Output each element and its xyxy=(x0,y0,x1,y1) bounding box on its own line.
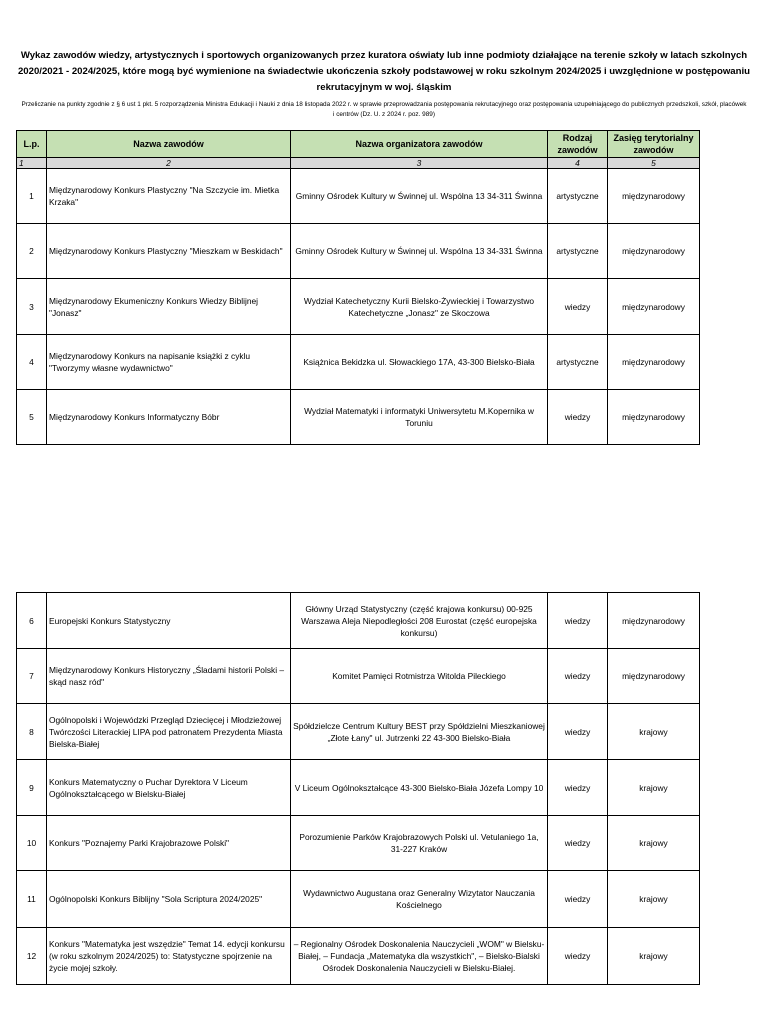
column-number: 1 xyxy=(17,158,47,169)
row-number: 1 xyxy=(17,169,47,224)
table-row xyxy=(17,760,700,816)
organizer-name: Wydział Matematyki i informatyki Uniwersytetu M.Kopernika w Toruniu xyxy=(291,390,548,445)
header-organizer: Nazwa organizatora zawodów xyxy=(291,131,548,158)
table-row xyxy=(17,649,700,704)
contest-scope: międzynarodowy xyxy=(608,279,700,335)
row-number: 4 xyxy=(17,335,47,390)
table-body-page-1 xyxy=(17,169,700,445)
contest-type: artystyczne xyxy=(548,335,608,390)
contest-scope: międzynarodowy xyxy=(608,335,700,390)
contest-type: wiedzy xyxy=(548,928,608,985)
contest-name: Konkurs Matematyczny o Puchar Dyrektora V Liceum Ogólnokształcącego w Bielsku-Białej xyxy=(47,760,291,816)
document-title: Wykaz zawodów wiedzy, artystycznych i sportowych organizowanych przez kuratora oświaty lub inne podmioty działające na terenie szkoły w latach szkolnych 2020/2021 - 2024/2025, które mogą być wymienione na świadectwie ukończenia szkoły podstawowej w roku szkolnym 2024/2025 i uwzględnione w postępowaniu rekrutacyjnym w woj. śląskim xyxy=(17,50,751,93)
row-number: 10 xyxy=(17,816,47,871)
table-row xyxy=(17,816,700,871)
contest-type: wiedzy xyxy=(548,760,608,816)
contest-name: Międzynarodowy Konkurs na napisanie książki z cyklu "Tworzymy własne wydawnictwo" xyxy=(47,335,291,390)
organizer-name: Wydawnictwo Augustana oraz Generalny Wizytator Nauczania Kościelnego xyxy=(291,871,548,928)
contests-table-page-2 xyxy=(16,592,700,985)
contest-type: wiedzy xyxy=(548,390,608,445)
contest-type: artystyczne xyxy=(548,169,608,224)
contest-type: wiedzy xyxy=(548,279,608,335)
organizer-name: V Liceum Ogólnokształcące 43-300 Bielsko-Biała Józefa Lompy 10 xyxy=(291,760,548,816)
contest-scope: krajowy xyxy=(608,816,700,871)
contest-scope: międzynarodowy xyxy=(608,390,700,445)
header-type: Rodzaj zawodów xyxy=(548,131,608,158)
organizer-name: Spółdzielcze Centrum Kultury BEST przy Spółdzielni Mieszkaniowej „Złote Łany" ul. Jutrzenki 22 43-300 Bielsko-Biała xyxy=(291,704,548,760)
contest-name: Międzynarodowy Konkurs Plastyczny "Na Szczycie im. Mietka Krzaka" xyxy=(47,169,291,224)
contest-name: Konkurs "Poznajemy Parki Krajobrazowe Polski" xyxy=(47,816,291,871)
table-row xyxy=(17,279,700,335)
table-row xyxy=(17,704,700,760)
table-row xyxy=(17,593,700,649)
contest-type: wiedzy xyxy=(548,816,608,871)
column-number: 5 xyxy=(608,158,700,169)
header-lp: L.p. xyxy=(17,131,47,158)
organizer-name: – Regionalny Ośrodek Doskonalenia Nauczycieli „WOM" w Bielsku-Białej, – Fundacja „Matematyka dla wszystkich", – Bielsko-Bialski Ośrodek Doskonalenia Nauczycieli w Bielsku-Białej. xyxy=(291,928,548,985)
contest-name: Międzynarodowy Konkurs Informatyczny Bóbr xyxy=(47,390,291,445)
contest-scope: krajowy xyxy=(608,928,700,985)
contest-name: Międzynarodowy Konkurs Plastyczny "Mieszkam w Beskidach" xyxy=(47,224,291,279)
header-contest-name: Nazwa zawodów xyxy=(47,131,291,158)
contest-name: Międzynarodowy Ekumeniczny Konkurs Wiedzy Biblijnej "Jonasz" xyxy=(47,279,291,335)
row-number: 8 xyxy=(17,704,47,760)
organizer-name: Główny Urząd Statystyczny (część krajowa konkursu) 00-925 Warszawa Aleja Niepodległości 208 Eurostat (część europejska konkursu) xyxy=(291,593,548,649)
organizer-name: Książnica Bekidzka ul. Słowackiego 17A, 43-300 Bielsko-Biała xyxy=(291,335,548,390)
row-number: 12 xyxy=(17,928,47,985)
organizer-name: Komitet Pamięci Rotmistrza Witolda Pileckiego xyxy=(291,649,548,704)
table-row xyxy=(17,928,700,985)
contest-scope: międzynarodowy xyxy=(608,169,700,224)
contest-name: Ogólnopolski Konkurs Biblijny "Sola Scriptura 2024/2025" xyxy=(47,871,291,928)
contest-scope: krajowy xyxy=(608,704,700,760)
row-number: 7 xyxy=(17,649,47,704)
row-number: 9 xyxy=(17,760,47,816)
row-number: 5 xyxy=(17,390,47,445)
contest-scope: międzynarodowy xyxy=(608,224,700,279)
contests-table-page-1 xyxy=(16,130,700,445)
contest-scope: krajowy xyxy=(608,760,700,816)
contest-name: Europejski Konkurs Statystyczny xyxy=(47,593,291,649)
row-number: 11 xyxy=(17,871,47,928)
contest-type: wiedzy xyxy=(548,704,608,760)
contest-type: artystyczne xyxy=(548,224,608,279)
table-row xyxy=(17,224,700,279)
contest-type: wiedzy xyxy=(548,871,608,928)
contest-type: wiedzy xyxy=(548,593,608,649)
contest-scope: międzynarodowy xyxy=(608,649,700,704)
table-row xyxy=(17,169,700,224)
table-row xyxy=(17,335,700,390)
contest-scope: krajowy xyxy=(608,871,700,928)
contest-scope: międzynarodowy xyxy=(608,593,700,649)
table-body-page-2 xyxy=(17,593,700,985)
table-row xyxy=(17,390,700,445)
legal-note: Przeliczanie na punkty zgodnie z § 6 ust 1 pkt. 5 rozporządzenia Ministra Edukacji i Nauki z dnia 18 listopada 2022 r. w sprawie przeprowadzania postępowania rekrutacyjnego oraz postępowania uzupełniającego do publicznych przedszkoli, szkół, placówek i centrów (Dz. U. z 2024 r. poz. 989) xyxy=(21,101,747,118)
contest-name: Ogólnopolski i Wojewódzki Przegląd Dziecięcej i Młodzieżowej Twórczości Literackiej LIPA pod patronatem Prezydenta Miasta Bielska-Białej xyxy=(47,704,291,760)
organizer-name: Gminny Ośrodek Kultury w Świnnej ul. Wspólna 13 34-331 Świnna xyxy=(291,224,548,279)
row-number: 6 xyxy=(17,593,47,649)
organizer-name: Gminny Ośrodek Kultury w Świnnej ul. Wspólna 13 34-311 Świnna xyxy=(291,169,548,224)
table-row xyxy=(17,871,700,928)
contest-name: Konkurs "Matematyka jest wszędzie" Temat 14. edycji konkursu (w roku szkolnym 2024/2025) to: Statystyczne spojrzenie na życie mojej szkoły. xyxy=(47,928,291,985)
row-number: 3 xyxy=(17,279,47,335)
organizer-name: Wydział Katechetyczny Kurii Bielsko-Żywieckiej i Towarzystwo Katechetyczne „Jonasz" ze Skoczowa xyxy=(291,279,548,335)
column-number: 2 xyxy=(47,158,291,169)
header-scope: Zasięg terytorialny zawodów xyxy=(608,131,700,158)
column-number: 4 xyxy=(548,158,608,169)
contest-type: wiedzy xyxy=(548,649,608,704)
header-row xyxy=(17,131,700,158)
contest-name: Międzynarodowy Konkurs Historyczny „Śladami historii Polski – skąd nasz ród" xyxy=(47,649,291,704)
organizer-name: Porozumienie Parków Krajobrazowych Polski ul. Vetulaniego 1a, 31-227 Kraków xyxy=(291,816,548,871)
row-number: 2 xyxy=(17,224,47,279)
column-number: 3 xyxy=(291,158,548,169)
column-number-row xyxy=(17,158,700,169)
